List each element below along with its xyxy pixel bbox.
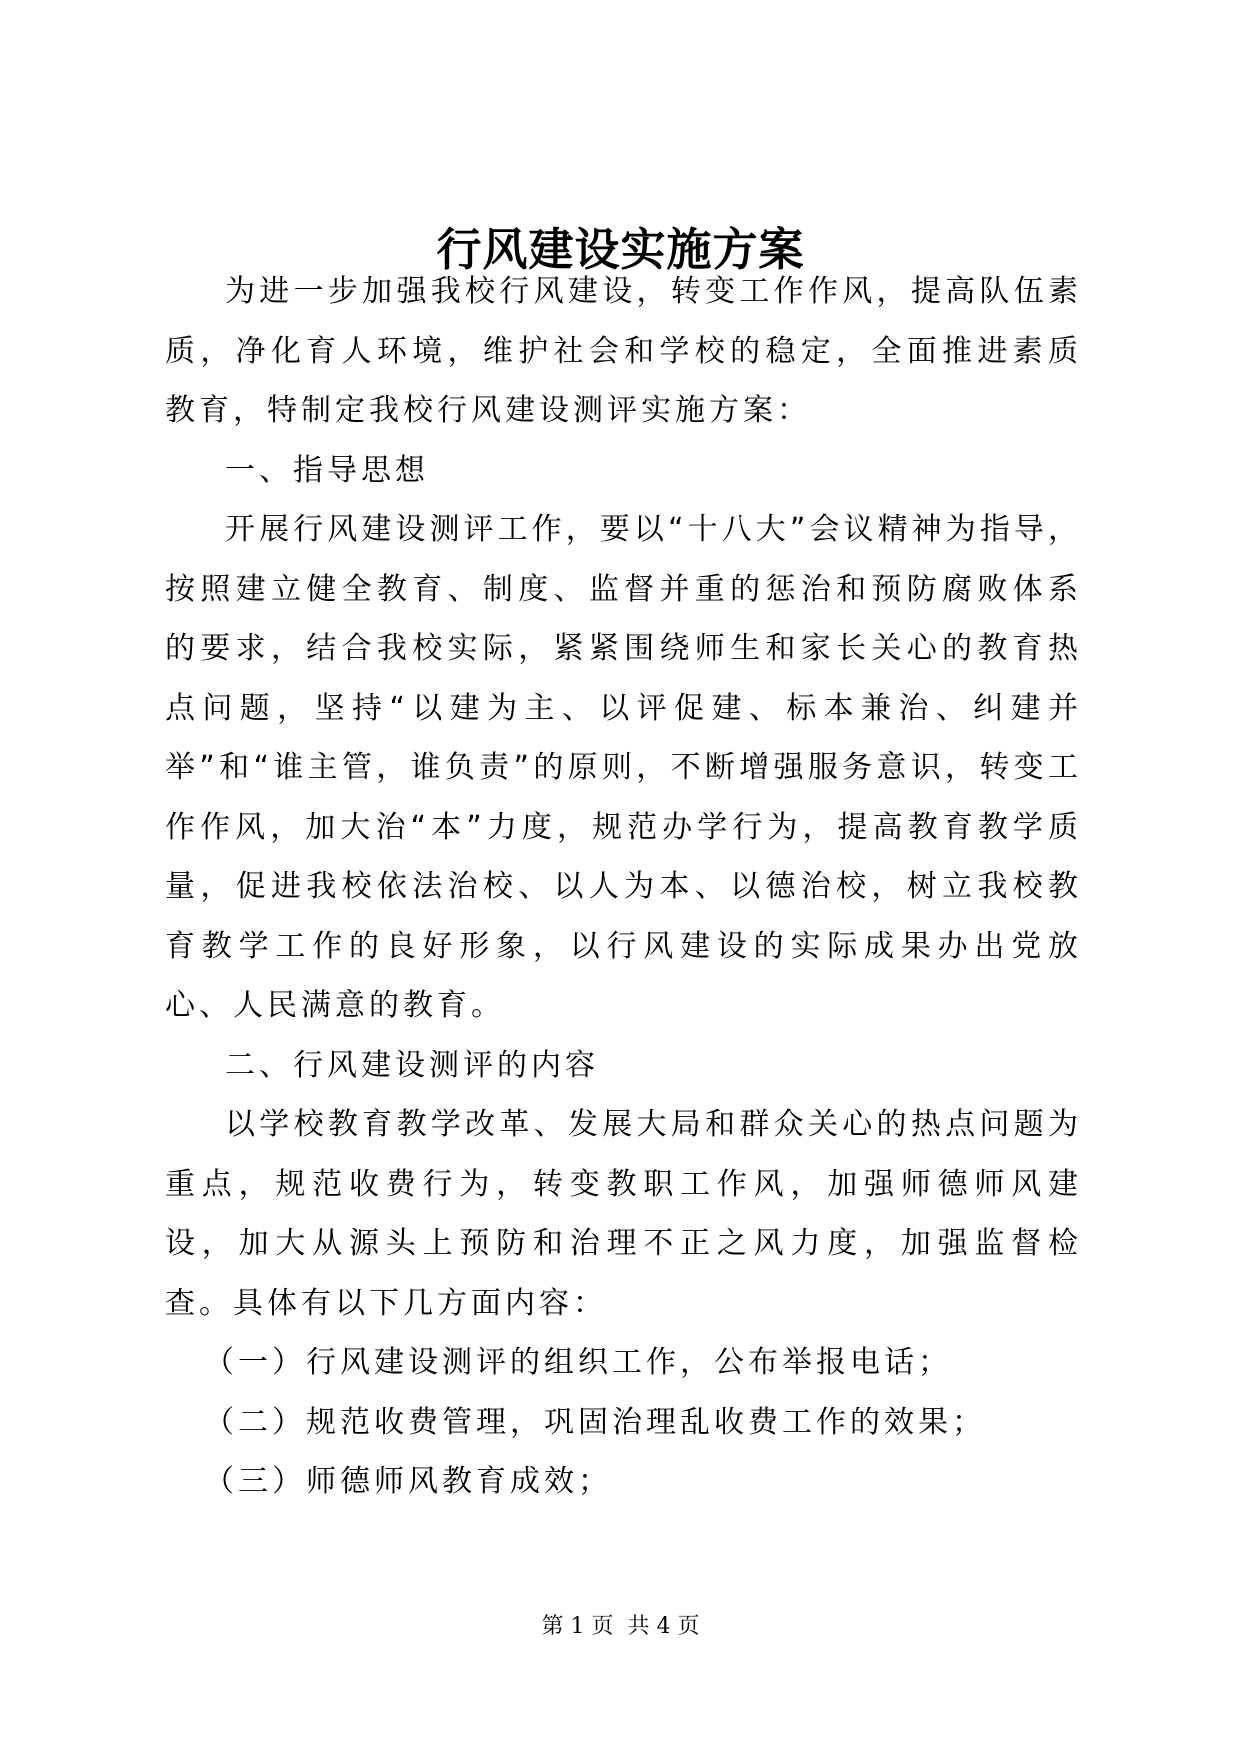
guiding-thought-paragraph: 开展行风建设测评工作，要以“十八大”会议精神为指导，按照建立健全教育、制度、监督并重的惩治和预防腐败体系的要求，结合我校实际，紧紧围绕师生和家长关心的教育热点问题，坚持“以建为主、以评促建、标本兼治、纠建并举”和“谁主管，谁负责”的原则，不断增强服务意识，转变工作作风，加大治“本”力度，规范办学行为，提高教育教学质量，促进我校依法治校、以人为本、以德治校，树立我校教育教学工作的良好形象，以行风建设的实际成果办出党放心、人民满意的教育。 xyxy=(165,512,1082,1023)
document-title: 行风建设实施方案 xyxy=(436,223,805,276)
section-heading-guiding-thought: 一、指导思想 xyxy=(225,452,429,488)
list-item: （二）规范收费管理，巩固治理乱收费工作的效果； xyxy=(204,1404,986,1440)
document-body xyxy=(165,262,1082,1512)
page-footer xyxy=(0,1613,1241,1641)
page-number-label: 第 1 页 共 4 页 xyxy=(541,1614,700,1639)
list-item: （三）师德师风教育成效； xyxy=(204,1464,612,1499)
intro-paragraph: 为进一步加强我校行风建设，转变工作作风，提高队伍素质，净化育人环境，维护社会和学校的稳定，全面推进素质教育，特制定我校行风建设测评实施方案： xyxy=(165,274,1082,428)
content-paragraph: 以学校教育教学改革、发展大局和群众关心的热点问题为重点，规范收费行为，转变教职工作风，加强师德师风建设，加大从源头上预防和治理不正之风力度，加强监督检查。具体有以下几方面内容： xyxy=(165,1107,1082,1321)
section-heading-content: 二、行风建设测评的内容 xyxy=(225,1047,599,1083)
list-item: （一）行风建设测评的组织工作，公布举报电话； xyxy=(204,1345,952,1380)
